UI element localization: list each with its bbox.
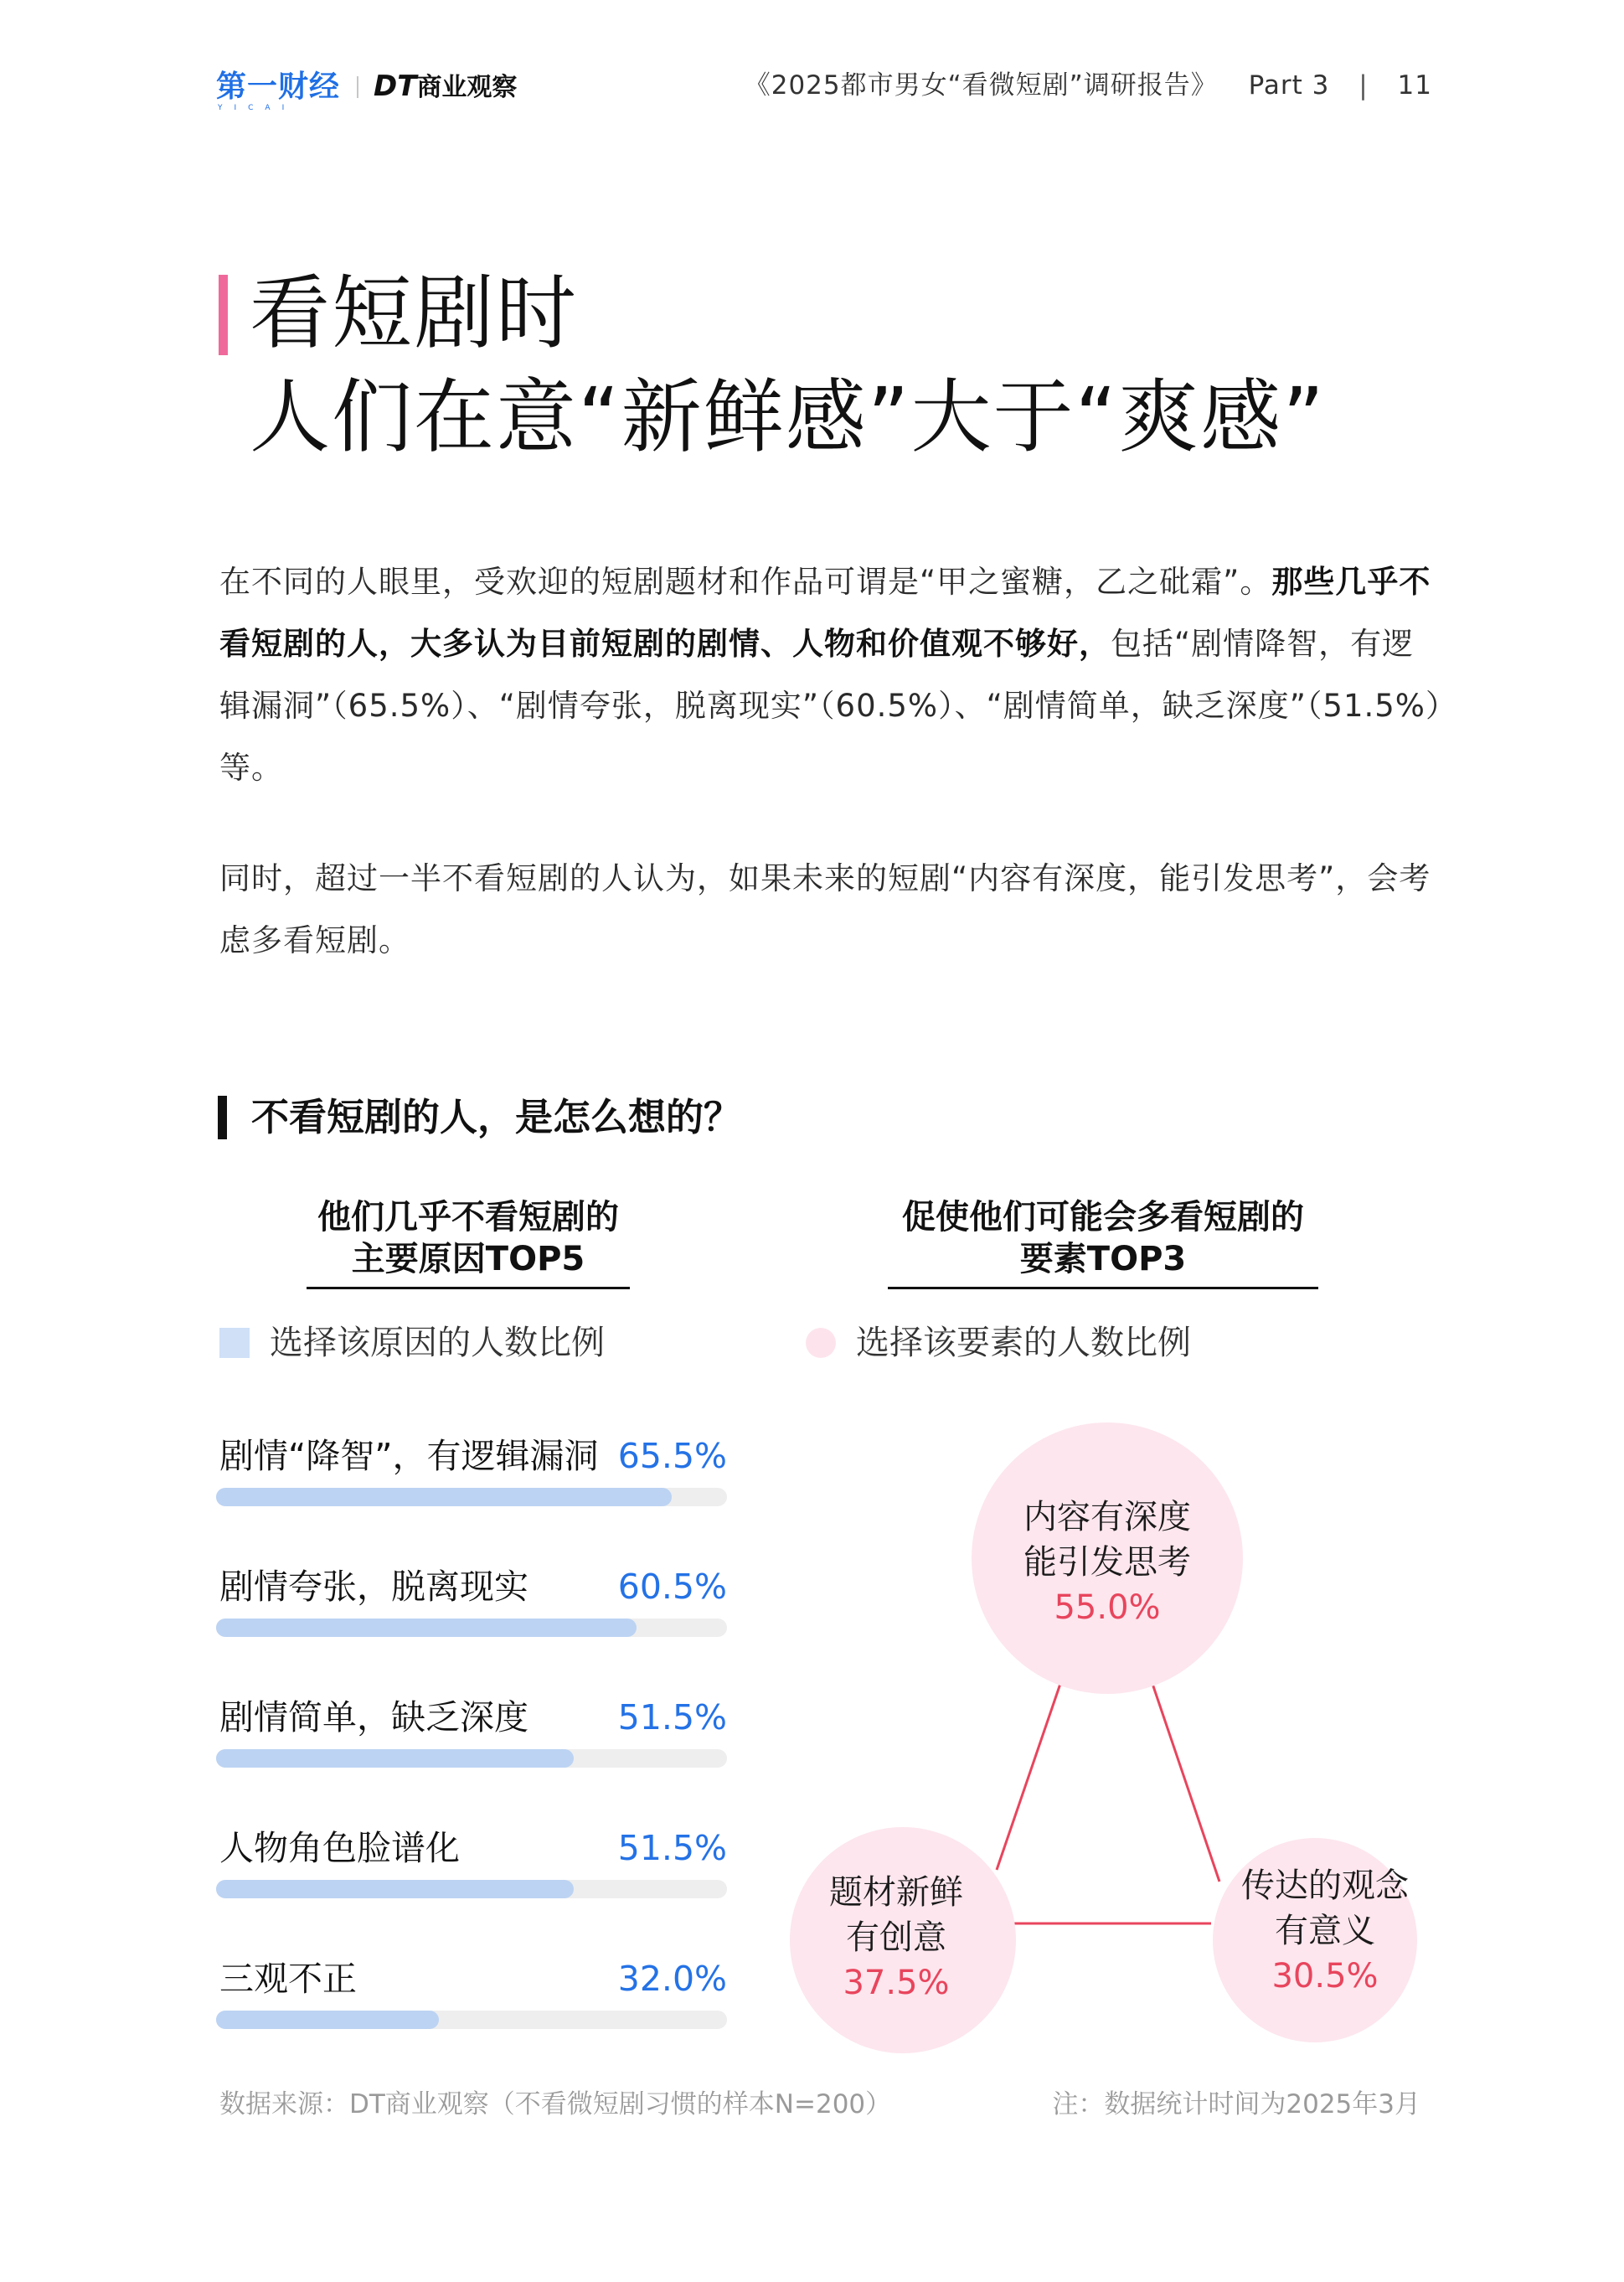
bar-value-label: 51.5% bbox=[617, 1697, 727, 1737]
factor-value-label: 30.5% bbox=[1271, 1957, 1379, 1995]
factor-label-line1: 题材新鲜 bbox=[829, 1873, 963, 1912]
footnote: 注：数据统计时间为2025年3月 bbox=[1052, 2089, 1420, 2119]
factor-value-label: 55.0% bbox=[1054, 1588, 1161, 1627]
factor-label-line2: 能引发思考 bbox=[1023, 1543, 1191, 1582]
header-separator: | bbox=[1358, 70, 1369, 101]
bar-value-label: 60.5% bbox=[617, 1567, 727, 1607]
page-number: 11 bbox=[1397, 70, 1432, 101]
factor-value-label: 37.5% bbox=[843, 1964, 950, 2002]
factor-label-line2: 有意义 bbox=[1275, 1912, 1375, 1950]
factor-bubble-text bbox=[1191, 1863, 1459, 1999]
bar-value-label: 65.5% bbox=[617, 1436, 727, 1476]
page-title-line2: 人们在意“新鲜感”大于“爽感” bbox=[250, 370, 1326, 464]
right-heading-line1: 促使他们可能会多看短剧的 bbox=[902, 1198, 1304, 1237]
data-source: 数据来源：DT商业观察（不看微短剧习惯的样本N=200） bbox=[219, 2089, 892, 2119]
right-heading-line2: 要素TOP3 bbox=[1019, 1240, 1187, 1278]
dt-logo-latin: DT bbox=[374, 70, 417, 103]
bar-category-label: 剧情夸张，脱离现实 bbox=[219, 1567, 528, 1607]
report-title: 《2025都市男女“看微短剧”调研报告》 bbox=[744, 70, 1218, 101]
bar-category-label: 剧情“降智”，有逻辑漏洞 bbox=[219, 1436, 599, 1476]
intro-text-b: 包括“剧情降智，有逻辑漏洞”（65.5%）、“剧情夸张，脱离现实”（60.5%）、“剧情简单，缺乏深度”（51.5%）等。 bbox=[219, 626, 1442, 786]
bar-category-label: 剧情简单，缺乏深度 bbox=[219, 1697, 528, 1737]
part-label: Part 3 bbox=[1248, 70, 1330, 101]
left-heading-line1: 他们几乎不看短剧的 bbox=[317, 1198, 619, 1237]
yicai-logo: 第一财经 bbox=[216, 70, 341, 104]
factor-bubble-text bbox=[973, 1495, 1241, 1630]
yicai-logo-sub: YICAI bbox=[218, 104, 296, 112]
factor-label-line2: 有创意 bbox=[846, 1918, 946, 1957]
factor-label-line1: 内容有深度 bbox=[1023, 1498, 1191, 1536]
left-heading-line2: 主要原因TOP5 bbox=[351, 1240, 585, 1278]
connector-top-right bbox=[1151, 1679, 1219, 1882]
factor-label-line1: 传达的观念 bbox=[1241, 1866, 1409, 1905]
left-legend-label: 选择该原因的人数比例 bbox=[270, 1324, 605, 1362]
dt-logo-cn: 商业观察 bbox=[416, 73, 518, 102]
bar-value-label: 51.5% bbox=[617, 1828, 727, 1868]
right-legend-label: 选择该要素的人数比例 bbox=[856, 1324, 1191, 1362]
connector-top-left bbox=[997, 1679, 1062, 1870]
bar-value-label: 32.0% bbox=[617, 1959, 727, 1999]
second-paragraph: 同时，超过一半不看短剧的人认为，如果未来的短剧“内容有深度，能引发思考”，会考虑多看短剧。 bbox=[219, 860, 1431, 958]
factor-bubble-text bbox=[762, 1870, 1030, 2006]
page-title-line1: 看短剧时 bbox=[250, 266, 578, 360]
bar-category-label: 三观不正 bbox=[219, 1959, 357, 1999]
section-title: 不看短剧的人，是怎么想的？ bbox=[251, 1095, 742, 1139]
bar-category-label: 人物角色脸谱化 bbox=[219, 1828, 460, 1868]
intro-text-bold: 那些几乎不看短剧的人，大多认为目前短剧的剧情、人物和价值观不够好， bbox=[219, 564, 1431, 662]
intro-text-a: 在不同的人眼里，受欢迎的短剧题材和作品可谓是“甲之蜜糖，乙之砒霜”。 bbox=[219, 564, 1272, 600]
